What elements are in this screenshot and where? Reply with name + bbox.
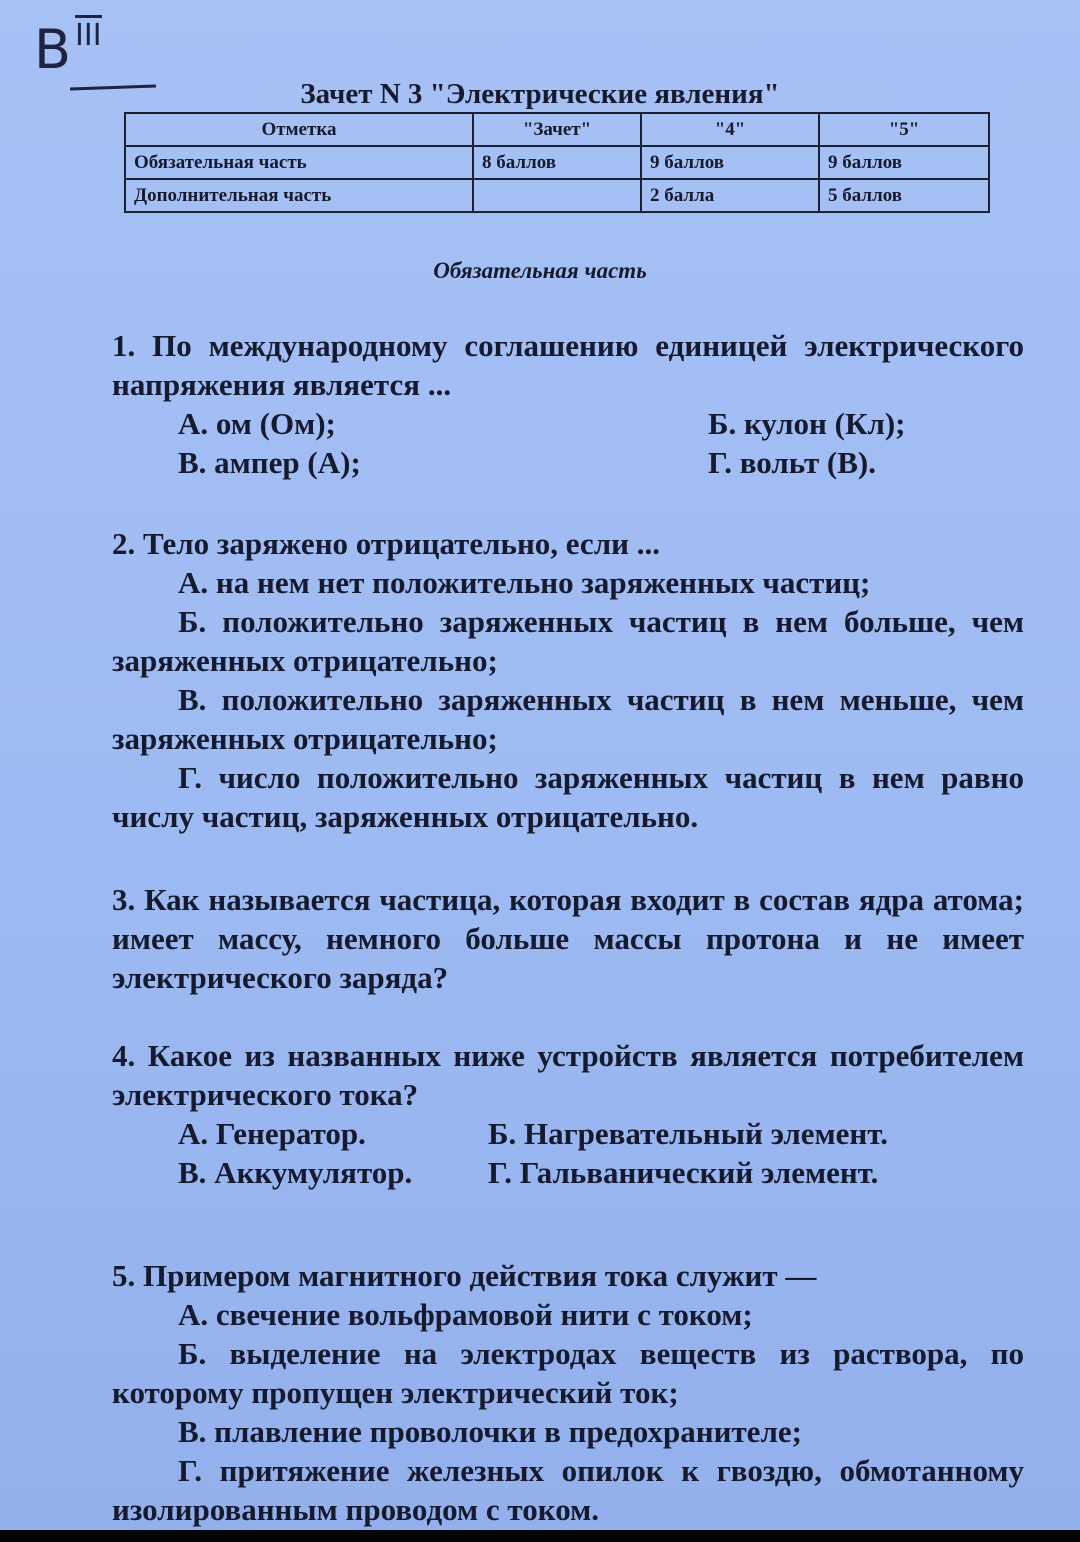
page-title: Зачет N 3 "Электрические явления": [300, 78, 780, 110]
section-title: Обязательная часть: [433, 258, 647, 283]
question-text: 3. Как называется частица, которая входит в состав ядра атома; имеет массу, немного больше массы протона и не имеет электрического заряда?: [112, 882, 1024, 995]
question-text: 5. Примером магнитного действия тока служит —: [112, 1258, 817, 1293]
table-cell: Отметка: [125, 113, 473, 146]
option-a: А. свечение вольфрамовой нити с током;: [178, 1297, 753, 1332]
question-text: 4. Какое из названных ниже устройств является потребителем электрического тока?: [112, 1038, 1024, 1112]
options-row: [112, 404, 1024, 443]
options-row: [112, 1114, 1024, 1153]
option-a: А. Генератор.: [178, 1116, 366, 1151]
table-cell: Обязательная часть: [125, 146, 473, 179]
table-header-row: [125, 113, 989, 146]
option-g: Г. вольт (В).: [708, 445, 877, 480]
table-cell: 9 баллов: [641, 146, 819, 179]
option-g: Г. притяжение железных опилок к гвоздю, обмотанному изолированным проводом с током.: [112, 1453, 1024, 1527]
question-text: 2. Тело заряжено отрицательно, если ...: [112, 526, 660, 561]
question-5: [112, 1256, 1024, 1529]
variant-roman: III: [75, 15, 102, 53]
variant-letter: B: [34, 18, 72, 81]
table-row: [125, 146, 989, 179]
option-b: Б. Нагревательный элемент.: [488, 1116, 888, 1151]
table-cell: 2 балла: [641, 179, 819, 212]
option-b: Б. кулон (Кл);: [708, 406, 906, 441]
option-v: В. Аккумулятор.: [178, 1155, 413, 1190]
table-cell: 5 баллов: [819, 179, 989, 212]
table-cell: 8 баллов: [473, 146, 641, 179]
option-v: В. ампер (А);: [178, 445, 361, 480]
question-4: [112, 1036, 1024, 1192]
option-a: А. ом (Ом);: [178, 406, 336, 441]
table-cell: 9 баллов: [819, 146, 989, 179]
option-b: Б. положительно заряженных частиц в нем больше, чем заряженных отрицательно;: [112, 604, 1024, 678]
option-b: Б. выделение на электродах веществ из раствора, по которому пропущен электрический ток;: [112, 1336, 1024, 1410]
option-v: В. плавление проволочки в предохранителе;: [178, 1414, 802, 1449]
question-1: [112, 326, 1024, 482]
option-g: Г. Гальванический элемент.: [488, 1155, 879, 1190]
option-v: В. положительно заряженных частиц в нем меньше, чем заряженных отрицательно;: [112, 682, 1024, 756]
options-row: [112, 443, 1024, 482]
table-cell: "Зачет": [473, 113, 641, 146]
options-row: [112, 1153, 1024, 1192]
table-cell: "5": [819, 113, 989, 146]
table-row: [125, 179, 989, 212]
option-g: Г. число положительно заряженных частиц в нем равно числу частиц, заряженных отрицательно.: [112, 760, 1024, 834]
question-2: [112, 524, 1024, 836]
bottom-bar: [0, 1530, 1080, 1542]
table-cell: Дополнительная часть: [125, 179, 473, 212]
question-3: [112, 880, 1024, 997]
variant-mark: [34, 18, 102, 81]
table-cell: [473, 179, 641, 212]
grading-table: [124, 112, 990, 213]
table-cell: "4": [641, 113, 819, 146]
option-a: А. на нем нет положительно заряженных частиц;: [178, 565, 871, 600]
question-text: 1. По международному соглашению единицей электрического напряжения является ...: [112, 328, 1024, 402]
